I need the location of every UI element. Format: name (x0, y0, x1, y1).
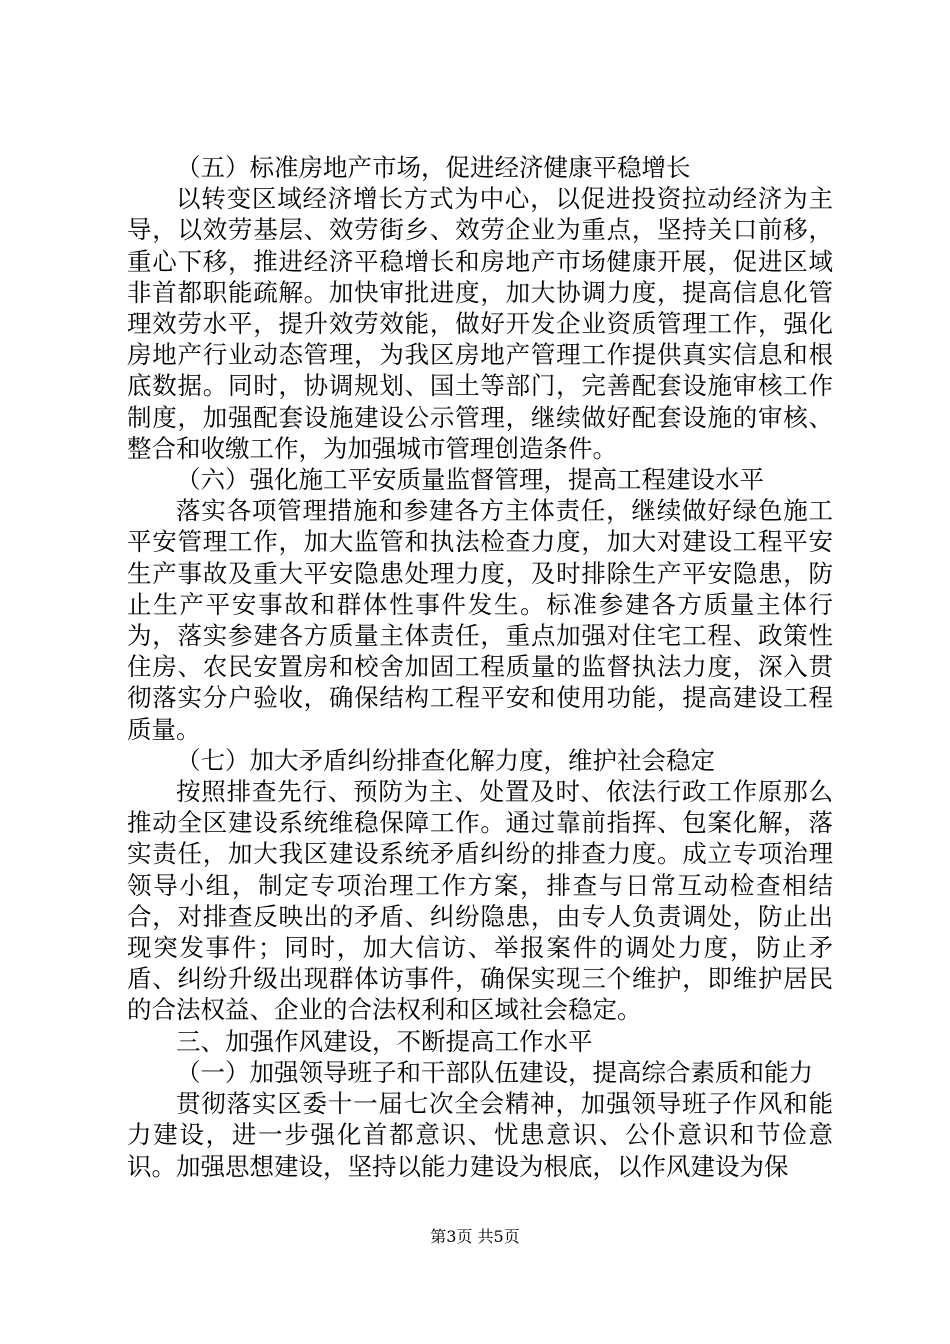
page-number: 第3页 共5页 (430, 1227, 520, 1246)
paragraph: 以转变区域经济增长方式为中心，以促进投资拉动经济为主导，以效劳基层、效劳街乡、效劳企业为重点，坚持关口前移，重心下移，推进经济平稳增长和房地产市场健康开展，促进区域非首都职能疏解。加快审批进度，加大协调力度，提高信息化管理效劳水平，提升效劳效能，做好开发企业资质管理工作，强化房地产行业动态管理，为我区房地产管理工作提供真实信息和根底数据。同时，协调规划、国土等部门，完善配套设施审核工作制度，加强配套设施建设公示管理，继续做好配套设施的审核、整合和收缴工作，为加强城市管理创造条件。 (127, 184, 833, 463)
section-heading-6: （六）强化施工平安质量监督管理，提高工程建设水平 (176, 465, 764, 495)
paragraph: 按照排查先行、预防为主、处置及时、依法行政工作原那么推动全区建设系统维稳保障工作。通过靠前指挥、包案化解，落实责任，加大我区建设系统矛盾纠纷的排查力度。成立专项治理领导小组，制定专项治理工作方案，排查与日常互动检查相结合，对排查反映出的矛盾、纠纷隐患，由专人负责调处，防止出现突发事件；同时，加大信访、举报案件的调处力度，防止矛盾、纠纷升级出现群体访事件，确保实现三个维护，即维护居民的合法权益、企业的合法权利和区域社会稳定。 (127, 777, 833, 1025)
document-body (127, 152, 833, 1182)
paragraph: 贯彻落实区委十一届七次全会精神，加强领导班子作风和能力建设，进一步强化首都意识、忧患意识、公仆意识和节俭意识。加强思想建设，坚持以能力建设为根底，以作风建设为保 (127, 1089, 833, 1181)
section-heading-1: （一）加强领导班子和干部队伍建设，提高综合素质和能力 (176, 1057, 813, 1087)
page-footer (0, 1227, 950, 1247)
chapter-heading-3: 三、加强作风建设，不断提高工作水平 (176, 1026, 593, 1056)
paragraph: 落实各项管理措施和参建各方主体责任，继续做好绿色施工平安管理工作，加大监管和执法检查力度，加大对建设工程平安生产事故及重大平安隐患处理力度，及时排除生产平安隐患，防止生产平安事故和群体性事件发生。标准参建各方质量主体行为，落实参建各方质量主体责任，重点加强对住宅工程、政策性住房、农民安置房和校舍加固工程质量的监督执法力度，深入贯彻落实分户验收，确保结构工程平安和使用功能，提高建设工程质量。 (127, 496, 833, 744)
section-heading-7: （七）加大矛盾纠纷排查化解力度，维护社会稳定 (176, 745, 715, 775)
section-heading-5: （五）标准房地产市场，促进经济健康平稳增长 (176, 153, 691, 182)
